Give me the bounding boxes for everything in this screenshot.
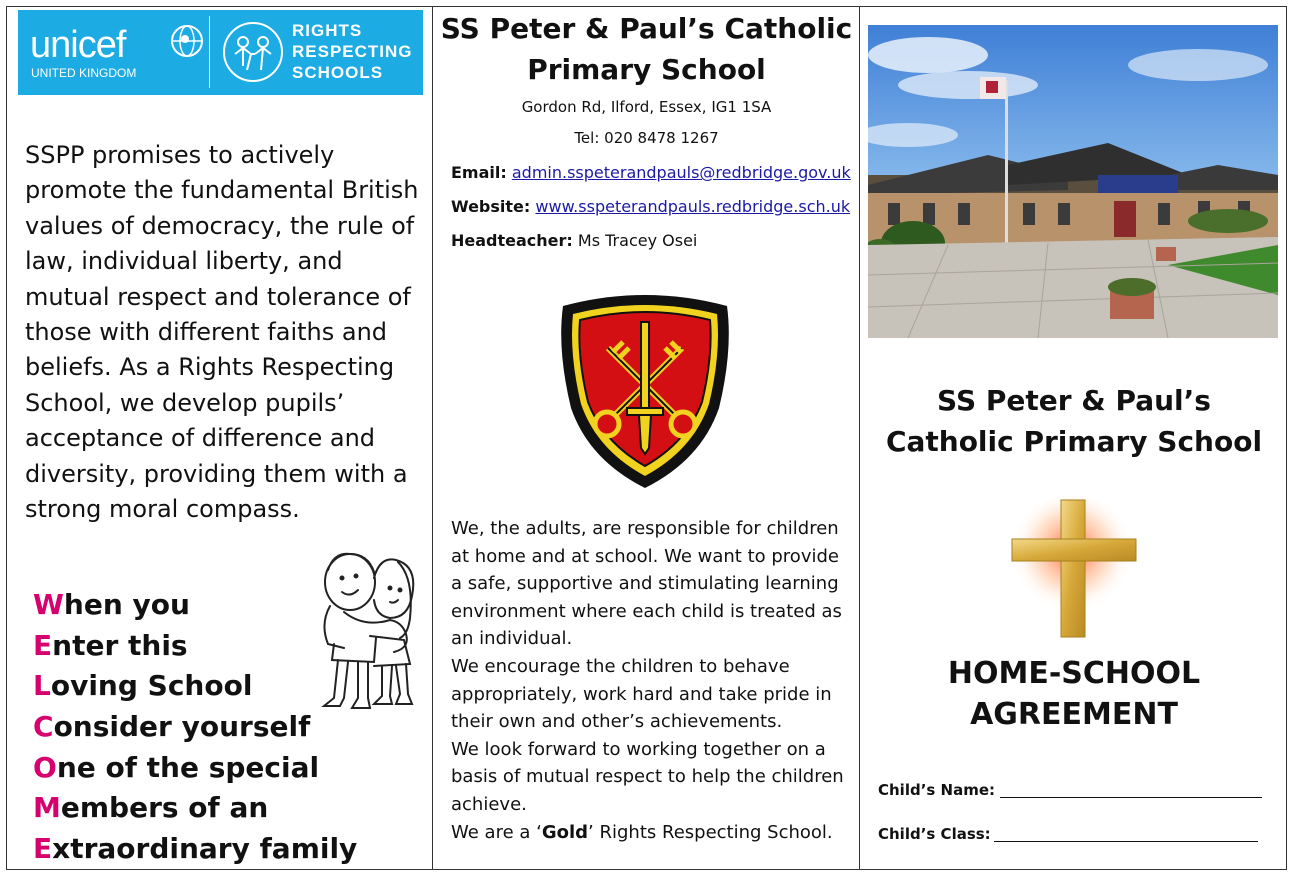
home-school-agreement-heading	[860, 653, 1288, 735]
acrostic-line	[33, 788, 373, 829]
cover-school-name	[860, 380, 1288, 462]
acrostic-rest: onsider yourself	[53, 710, 311, 744]
cover-school-name-line: SS Peter & Paul’s	[937, 384, 1211, 417]
gold-award-pre: We are a ‘	[451, 821, 542, 843]
unicef-logo-text: unicef	[30, 24, 126, 66]
acrostic-rest: nter this	[52, 628, 188, 662]
rrs-line: RESPECTING	[292, 42, 413, 61]
unicef-country-label: UNITED KINGDOM	[31, 66, 137, 80]
child-class-label: Child’s Class:	[878, 825, 991, 843]
child-name-label: Child’s Name:	[878, 781, 996, 799]
acrostic-rest: embers of an	[60, 791, 269, 825]
unicef-rrs-banner	[18, 10, 423, 95]
school-address: Gordon Rd, Ilford, Essex, IG1 1SA	[521, 98, 772, 116]
acrostic-line	[33, 829, 373, 870]
rrs-line: SCHOOLS	[292, 63, 384, 82]
gold-award-paragraph	[451, 819, 851, 847]
agreement-line: AGREEMENT	[970, 697, 1178, 732]
school-telephone: Tel: 020 8478 1267	[574, 129, 719, 147]
behaviour-paragraph: We encourage the children to behave appropriately, work hard and take pride in their own and other’s achievements.	[451, 655, 832, 733]
email-label: Email:	[451, 163, 507, 182]
acrostic-initial: O	[33, 750, 57, 784]
banner-divider	[209, 16, 210, 88]
british-values-paragraph: SSPP promises to actively promote the fundamental British values of democracy, the rule of law, individual liberty, and mutual respect and tolerance of those with different faiths and beliefs. As a Rights Respecting School, we develop pupils’ acceptance of difference and diversity, providing them with a strong moral compass.	[25, 141, 419, 524]
acrostic-line	[33, 748, 373, 789]
school-name-heading	[434, 8, 859, 90]
glowing-cross-icon	[1000, 495, 1150, 645]
cover-school-name-line: Catholic Primary School	[885, 425, 1263, 458]
panel-divider-left	[432, 6, 433, 870]
school-name-line: SS Peter & Paul’s Catholic	[440, 12, 853, 45]
school-name-line: Primary School	[527, 53, 766, 86]
acrostic-rest: ne of the special	[56, 750, 320, 784]
rrs-logo-text	[292, 20, 413, 83]
acrostic-rest: xtraordinary family	[52, 832, 358, 866]
child-class-field[interactable]	[994, 841, 1258, 842]
rrs-line: RIGHTS	[292, 21, 363, 40]
acrostic-initial: L	[33, 669, 51, 703]
gold-award-post: ’ Rights Respecting School.	[588, 821, 833, 843]
website-row	[451, 197, 850, 216]
responsibilities-text	[451, 515, 851, 846]
unicef-globe-icon	[170, 24, 204, 58]
email-link[interactable]: admin.sspeterandpauls@redbridge.gov.uk	[511, 163, 851, 182]
email-row	[451, 163, 851, 182]
acrostic-initial: M	[33, 791, 61, 825]
acrostic-rest: hen you	[63, 588, 190, 621]
responsibilities-paragraph: We, the adults, are responsible for children at home and at school. We want to provide a safe, supportive and stimulating learning environment where each child is treated as an individual.	[451, 518, 842, 650]
partnership-paragraph: We look forward to working together on a basis of mutual respect to help the children achieve.	[451, 738, 844, 815]
headteacher-row	[451, 231, 697, 250]
agreement-line: HOME-SCHOOL	[947, 656, 1201, 691]
acrostic-initial: E	[33, 832, 53, 866]
headteacher-label: Headteacher:	[451, 231, 573, 250]
rights-respecting-children-icon	[221, 20, 285, 84]
acrostic-initial: C	[33, 710, 54, 744]
website-label: Website:	[451, 197, 531, 216]
acrostic-rest: oving School	[50, 669, 253, 703]
acrostic-initial: W	[33, 588, 64, 621]
hugging-children-illustration	[314, 548, 424, 718]
school-crest-icon	[553, 290, 737, 492]
acrostic-initial: E	[33, 628, 53, 662]
website-link[interactable]: www.sspeterandpauls.redbridge.sch.uk	[535, 197, 851, 216]
school-building-photo	[868, 25, 1278, 338]
headteacher-name: Ms Tracey Osei	[577, 231, 698, 250]
child-name-field[interactable]	[1000, 797, 1262, 798]
gold-award-word: Gold	[541, 821, 589, 843]
